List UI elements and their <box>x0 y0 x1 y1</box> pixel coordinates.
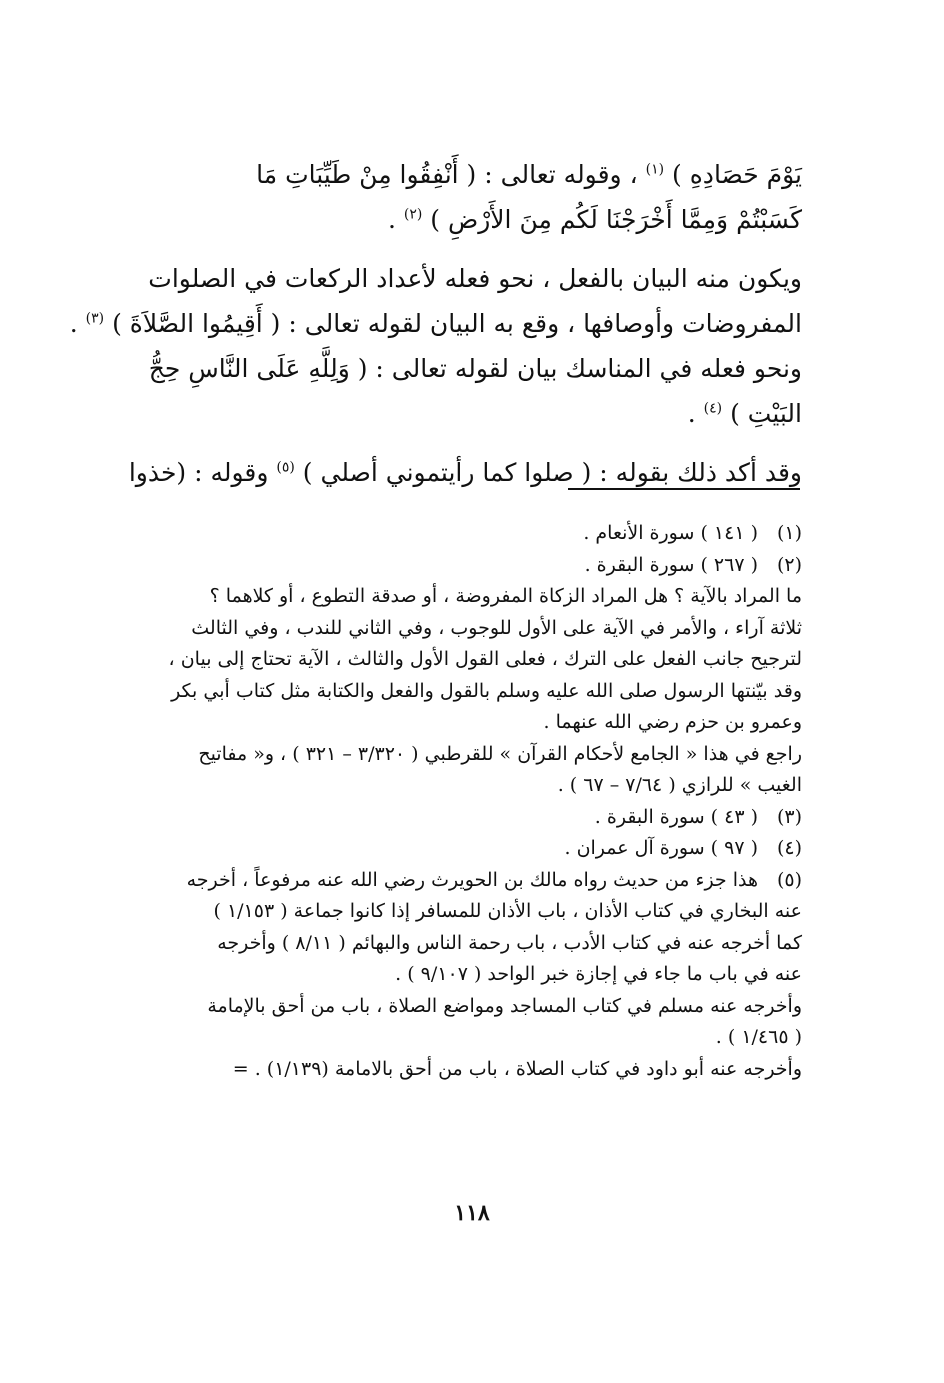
page-number: ١١٨ <box>454 1200 490 1226</box>
footnote-text: الغيب » للرازي ( ٧/٦٤ – ٦٧ ) . <box>557 774 802 796</box>
main-text-line: البَيْتِ ) $^{(٤)}$ . <box>687 399 802 428</box>
main-text-line: ويكون منه البيان بالفعل ، نحو فعله لأعداد الركعات في الصلوات <box>148 264 802 293</box>
footnote-number: (٢) <box>776 553 802 576</box>
footnote-marker: (٢) <box>403 206 423 223</box>
footnote-text: راجع في هذا « الجامع لأحكام القرآن » للقرطبي ( ٣/٣٢٠ – ٣٢١ ) ، و« مفاتيح <box>198 742 802 765</box>
footnote-line <box>150 550 802 582</box>
footnote-text: وأخرجه عنه مسلم في كتاب المساجد ومواضع الصلاة ، باب من أحق بالإمامة <box>207 994 802 1017</box>
footnote-line <box>150 739 802 771</box>
footnote-line <box>150 518 802 550</box>
footnote-text: ثلاثة آراء ، والأمر في الآية على الأول للوجوب ، وفي الثاني للندب ، وفي الثالث <box>191 616 802 639</box>
footnote-text: ( ١٤١ ) سورة الأنعام . <box>583 522 758 544</box>
footnote-number: (٥) <box>776 868 802 891</box>
footnote-line <box>150 959 802 991</box>
footnote-line <box>150 928 802 960</box>
footnote-text: ( ١/٤٦٥ ) . <box>715 1026 802 1048</box>
footnote-line <box>150 1054 802 1086</box>
main-text-line: ونحو فعله في المناسك بيان لقوله تعالى : ( وَلِلَّهِ عَلَى النَّاسِ حِجُّ <box>148 354 802 383</box>
footnote-number: (٣) <box>776 805 802 828</box>
main-text-line: المفروضات وأوصافها ، وقع به البيان لقوله تعالى : ( أَقِيمُوا الصَّلاَةَ ) $^{(٣)}$ . <box>69 309 802 338</box>
footnote-number: (١) <box>776 522 802 544</box>
footnote-text: ( ٩٧ ) سورة آل عمران . <box>564 837 758 859</box>
footnote-marker: (٣) <box>85 310 105 327</box>
main-text-block <box>69 152 802 495</box>
footnote-text: لترجيح جانب الفعل على الترك ، فعلى القول الأول والثالث ، الآية تحتاج إلى بيان ، <box>168 648 802 670</box>
footnote-line <box>150 644 802 676</box>
footnote-line <box>150 707 802 739</box>
footnote-line <box>150 802 802 834</box>
footnote-text: وعمرو بن حزم رضي الله عنهما . <box>543 711 802 733</box>
footnote-text: وأخرجه عنه أبو داود في كتاب الصلاة ، باب من أحق بالامامة (١/١٣٩) . = <box>232 1057 802 1080</box>
footnote-number: (٤) <box>776 837 802 859</box>
footnote-text: ما المراد بالآية ؟ هل المراد الزكاة المفروضة ، أو صدقة التطوع ، أو كلاهما ؟ <box>209 585 802 607</box>
footnote-text: ( ٤٣ ) سورة البقرة . <box>594 805 758 828</box>
paragraph-gap <box>150 242 802 256</box>
footnote-marker: (١) <box>645 161 665 178</box>
footnote-separator <box>568 488 800 490</box>
footnote-line <box>150 991 802 1023</box>
footnote-marker: (٥) <box>276 459 295 476</box>
footnote-line <box>150 770 802 802</box>
footnote-text: عنه البخاري في كتاب الأذان ، باب الأذان للمسافر إذا كانوا جماعة ( ١/١٥٣ ) <box>213 900 802 922</box>
main-text-line: يَوْمَ حَصَادِهِ ) $^{(١)}$ ، وقوله تعالى : ( أَنْفِقُوا مِنْ طَيِّبَاتِ مَا <box>256 160 802 189</box>
paragraph-gap <box>150 436 802 450</box>
footnote-line <box>150 1022 802 1054</box>
footnote-text: ( ٢٦٧ ) سورة البقرة . <box>584 553 758 576</box>
footnote-line <box>150 676 802 708</box>
main-text-line: وقد أكد ذلك بقوله : ( صلوا كما رأيتموني أصلي ) $^{(٥)}$ وقوله : (خذوا <box>128 458 802 487</box>
footnotes-block <box>150 518 802 1085</box>
footnote-line <box>150 613 802 645</box>
footnote-text: هذا جزء من حديث رواه مالك بن الحويرث رضي الله عنه مرفوعاً ، أخرجه <box>186 868 758 891</box>
footnote-line <box>150 896 802 928</box>
footnote-text: عنه في باب ما جاء في إجازة خبر الواحد ( ٩/١٠٧ ) . <box>395 963 802 985</box>
footnote-line <box>150 833 802 865</box>
footnote-line <box>150 581 802 613</box>
footnote-text: كما أخرجه عنه في كتاب الأدب ، باب رحمة الناس والبهائم ( ٨/١١ ) وأخرجه <box>217 931 802 954</box>
footnote-marker: (٤) <box>703 400 723 417</box>
footnote-line <box>150 865 802 897</box>
footnote-text: وقد بيّنتها الرسول صلى الله عليه وسلم بالقول والفعل والكتابة مثل كتاب أبي بكر <box>171 679 802 702</box>
main-text-line: كَسَبْتُمْ وَمِمَّا أَخْرَجْنَا لَكُم مِنَ الأَرْضِ ) $^{(٢)}$ . <box>387 205 802 234</box>
